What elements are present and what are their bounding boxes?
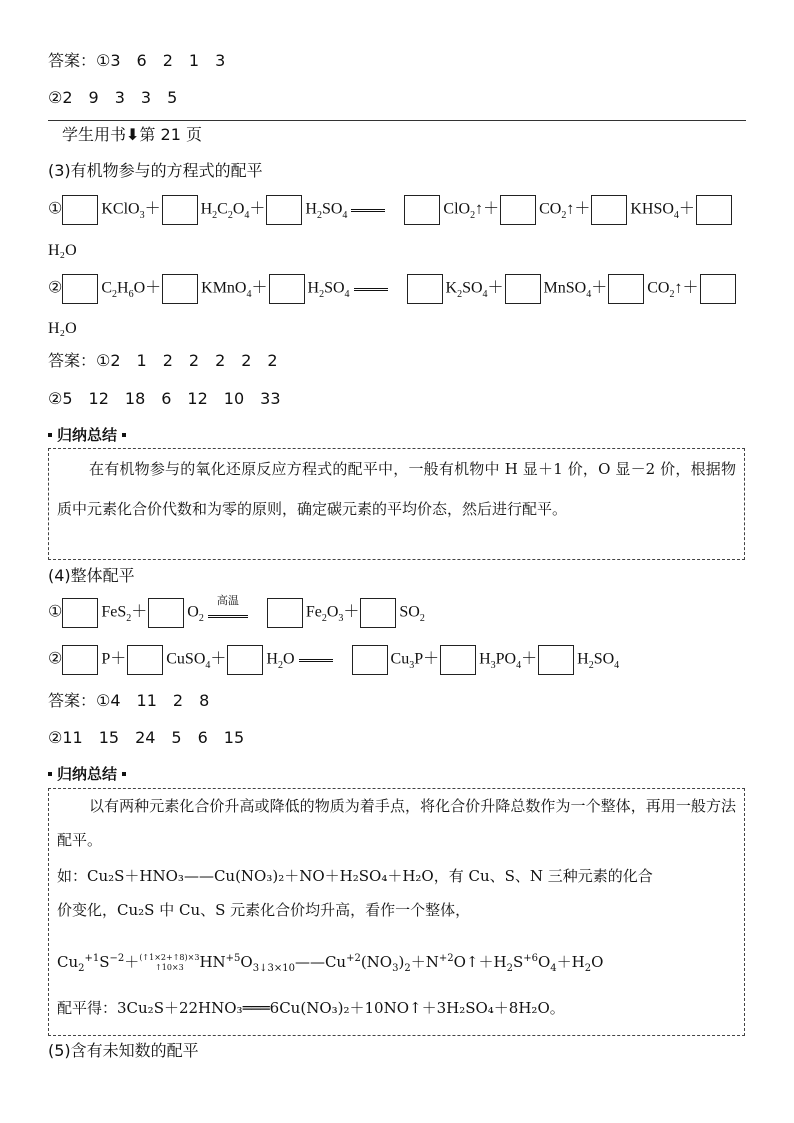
summary-box <box>48 448 745 560</box>
coefficient-box[interactable] <box>352 645 388 675</box>
coefficient-box[interactable] <box>407 274 443 304</box>
equals-sign <box>299 659 333 662</box>
equation-row: ① $FeS_2+ O_2$ 高温 $Fe_2O_3+ SO_2$ <box>48 598 425 630</box>
answer-line: ②5 12 18 6 12 10 33 <box>48 389 281 408</box>
page-reference: 学生用书⬇第 21 页 <box>62 125 202 144</box>
coefficient-box[interactable] <box>62 195 98 225</box>
summary-text: 以有两种元素化合价升高或降低的物质为着手点，将化合价升降总数作为一个整体，再用一般方法配平。 <box>57 797 736 849</box>
answer-line: 答案：①4 11 2 8 <box>48 691 210 710</box>
equation-tail: H₂O <box>48 242 77 259</box>
valence-equation: $Cu_2^{+1}S^{-2}+(↑1\times 2+↑8)\times 3$ ↑10×3 $HN^{+5}O_{3↓3\times 10}——Cu^{+2}(NO_3)_2+N^{+2}O↑+H_2S^{+6}O_4+H_2O$ <box>57 953 604 974</box>
summary-result: 配平得：3Cu₂S＋22HNO₃═══6Cu(NO₃)₂＋10NO↑＋3H₂SO₄＋8H₂O。 <box>57 999 565 1017</box>
equation-row: ② $C_2H_6O+$ KMnO$_4$＋ $H_2SO_4$ $K_2SO_4+$ MnSO$_4$＋ $CO_2↑+$ <box>48 274 739 306</box>
arrow-down-icon: ⬇ <box>126 125 140 144</box>
summary-heading: 归纳总结 <box>48 424 126 445</box>
summary-text: 如：Cu₂S＋HNO₃——Cu(NO₃)₂＋NO＋H₂SO₄＋H₂O，有 Cu、S、N 三种元素的化合 <box>57 867 653 885</box>
coefficient-box[interactable] <box>62 274 98 304</box>
coefficient-box[interactable] <box>404 195 440 225</box>
answer-line: ②2 9 3 3 5 <box>48 88 178 107</box>
summary-box <box>48 788 745 1036</box>
answer-line: 答案：①2 1 2 2 2 2 2 <box>48 351 278 370</box>
equals-sign <box>351 209 385 212</box>
reaction-condition: 高温 <box>208 609 248 618</box>
coefficient-box[interactable] <box>505 274 541 304</box>
summary-text: 价变化，Cu₂S 中 Cu、S 元素化合价均升高，看作一个整体， <box>57 901 471 919</box>
coefficient-box[interactable] <box>700 274 736 304</box>
coefficient-box[interactable] <box>269 274 305 304</box>
summary-heading: 归纳总结 <box>48 763 126 784</box>
coefficient-box[interactable] <box>162 195 198 225</box>
coefficient-box[interactable] <box>500 195 536 225</box>
divider <box>48 120 746 121</box>
coefficient-box[interactable] <box>62 598 98 628</box>
coefficient-box[interactable] <box>267 598 303 628</box>
answer-line: 答案：①3 6 2 1 3 <box>48 51 226 70</box>
coefficient-box[interactable] <box>62 645 98 675</box>
equals-sign <box>354 288 388 291</box>
coefficient-box[interactable] <box>440 645 476 675</box>
coefficient-box[interactable] <box>127 645 163 675</box>
coefficient-box[interactable] <box>360 598 396 628</box>
equation-row: ② P＋ CuSO$_4$＋ $H_2O$ $Cu_3P+ H_3PO_4+ H_2SO_4$ <box>48 645 619 677</box>
coefficient-box[interactable] <box>227 645 263 675</box>
coefficient-box[interactable] <box>162 274 198 304</box>
coefficient-box[interactable] <box>538 645 574 675</box>
coefficient-box[interactable] <box>148 598 184 628</box>
answer-line: ②11 15 24 5 6 15 <box>48 728 245 747</box>
coefficient-box[interactable] <box>591 195 627 225</box>
section-title: (3)有机物参与的方程式的配平 <box>48 161 263 180</box>
section-title: (4)整体配平 <box>48 566 135 585</box>
section-title: (5)含有未知数的配平 <box>48 1041 199 1060</box>
coefficient-box[interactable] <box>266 195 302 225</box>
coefficient-box[interactable] <box>608 274 644 304</box>
summary-text: 在有机物参与的氧化还原反应方程式的配平中，一般有机物中 H 显＋1 价，O 显－2 价，根据物质中元素化合价代数和为零的原则，确定碳元素的平均价态，然后进行配平。 <box>57 460 736 518</box>
equation-row: ① KClO$_3$＋ $H_2C_2O_4+ H_2SO_4$ ClO$_2$↑＋ $CO_2↑+$ $KHSO_4+$ <box>48 195 735 227</box>
equation-tail: H₂O <box>48 320 77 337</box>
coefficient-box[interactable] <box>696 195 732 225</box>
